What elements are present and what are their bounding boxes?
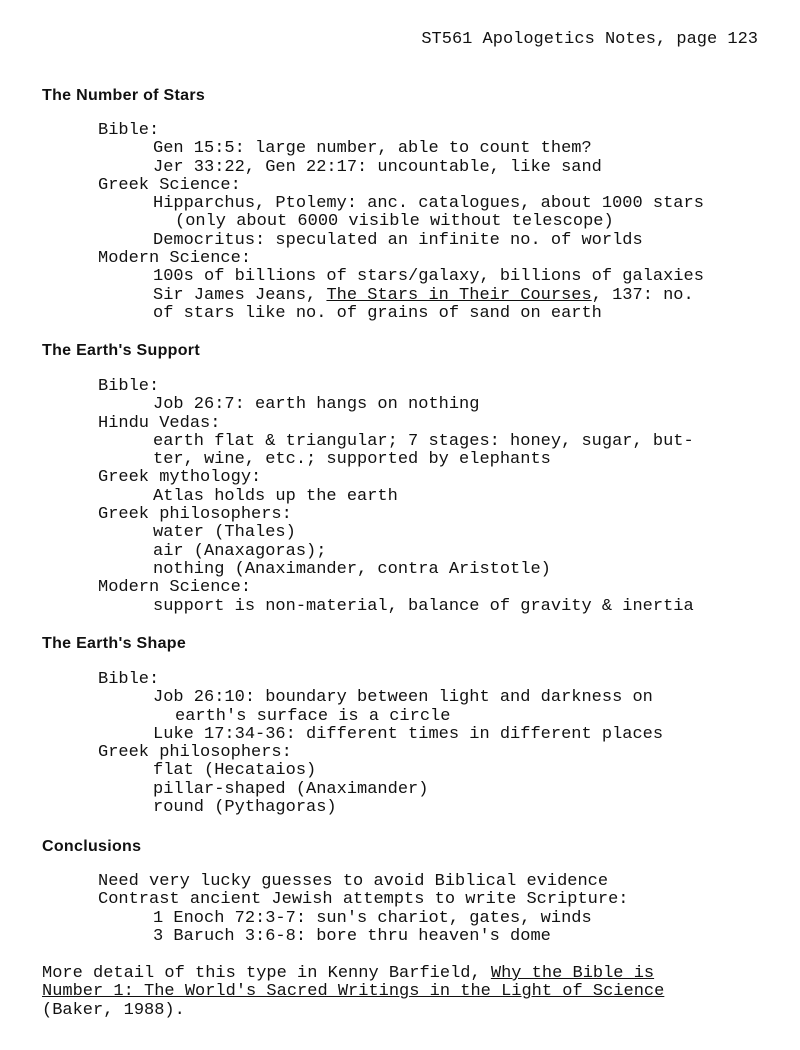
text-line: (Baker, 1988).	[42, 1000, 185, 1020]
text-line: Modern Science:	[98, 578, 252, 598]
text-line: pillar-shaped (Anaximander)	[153, 779, 429, 799]
book-title-part-1: Why the Bible is	[490, 964, 655, 983]
text-line: ter, wine, etc.; supported by elephants	[153, 450, 551, 470]
section-body-earths-shape	[0, 671, 800, 817]
text-line: Greek Science:	[98, 175, 241, 195]
text-line: air (Anaxagoras);	[153, 541, 327, 561]
section-title-conclusions: Conclusions	[42, 838, 142, 855]
text-line	[0, 983, 800, 1001]
text-line: Job 26:10: boundary between light and darkness on	[153, 688, 653, 708]
text-line	[0, 965, 800, 983]
book-title-stars-in-their-courses: The Stars in Their Courses	[326, 285, 592, 305]
section-title-earths-shape: The Earth's Shape	[42, 635, 187, 652]
text-line: Gen 15:5: large number, able to count them?	[153, 139, 592, 159]
text-line: 100s of billions of stars/galaxy, billions of galaxies	[153, 267, 704, 287]
text-line: Contrast ancient Jewish attempts to write Scripture:	[98, 890, 629, 910]
text-line: Atlas holds up the earth	[153, 486, 398, 506]
text-line: flat (Hecataios)	[153, 761, 317, 781]
text-line: 3 Baruch 3:6-8: bore thru heaven's dome	[153, 926, 551, 946]
text-line: Modern Science:	[98, 249, 252, 269]
text-line: Job 26:7: earth hangs on nothing	[153, 395, 480, 415]
footer-reference	[0, 965, 800, 1020]
text-line: Need very lucky guesses to avoid Biblical evidence	[98, 872, 609, 891]
text-segment: , 137: no.	[591, 285, 694, 305]
book-title-part-2: Number 1: The World's Sacred Writings in the Light of Science	[42, 982, 665, 1002]
text-line: Democritus: speculated an infinite no. of worlds	[153, 230, 643, 250]
section-body-earths-support	[0, 378, 800, 616]
text-line: Bible:	[98, 121, 160, 140]
text-line: nothing (Anaximander, contra Aristotle)	[153, 559, 551, 579]
section-body-number-of-stars	[0, 122, 800, 323]
text-line: Jer 33:22, Gen 22:17: uncountable, like sand	[153, 157, 602, 177]
text-line: earth flat & triangular; 7 stages: honey, sugar, but-	[153, 431, 694, 451]
section-title-earths-support: The Earth's Support	[42, 342, 200, 359]
text-line: Greek philosophers:	[98, 505, 292, 525]
text-line: Greek philosophers:	[98, 743, 292, 763]
text-line: round (Pythagoras)	[153, 798, 337, 818]
text-line: Bible:	[98, 670, 160, 689]
text-line: earth's surface is a circle	[175, 706, 451, 726]
section-body-conclusions	[0, 873, 800, 946]
text-line	[0, 287, 800, 305]
text-line: support is non-material, balance of gravity & inertia	[153, 596, 694, 616]
text-line: Hipparchus, Ptolemy: anc. catalogues, about 1000 stars	[153, 194, 704, 214]
text-line: of stars like no. of grains of sand on earth	[153, 303, 602, 323]
page-header: ST561 Apologetics Notes, page 123	[421, 30, 758, 49]
text-line: water (Thales)	[153, 523, 296, 543]
text-line: Luke 17:34-36: different times in different places	[153, 724, 664, 744]
text-segment: Sir James Jeans,	[153, 285, 327, 305]
text-line: 1 Enoch 72:3-7: sun's chariot, gates, winds	[153, 908, 592, 928]
section-title-number-of-stars: The Number of Stars	[42, 87, 206, 104]
text-segment: More detail of this type in Kenny Barfield,	[42, 964, 491, 983]
text-line: Greek mythology:	[98, 468, 262, 488]
text-line: Hindu Vedas:	[98, 413, 221, 433]
text-line: Bible:	[98, 377, 160, 396]
text-line: (only about 6000 visible without telescope)	[175, 212, 614, 232]
